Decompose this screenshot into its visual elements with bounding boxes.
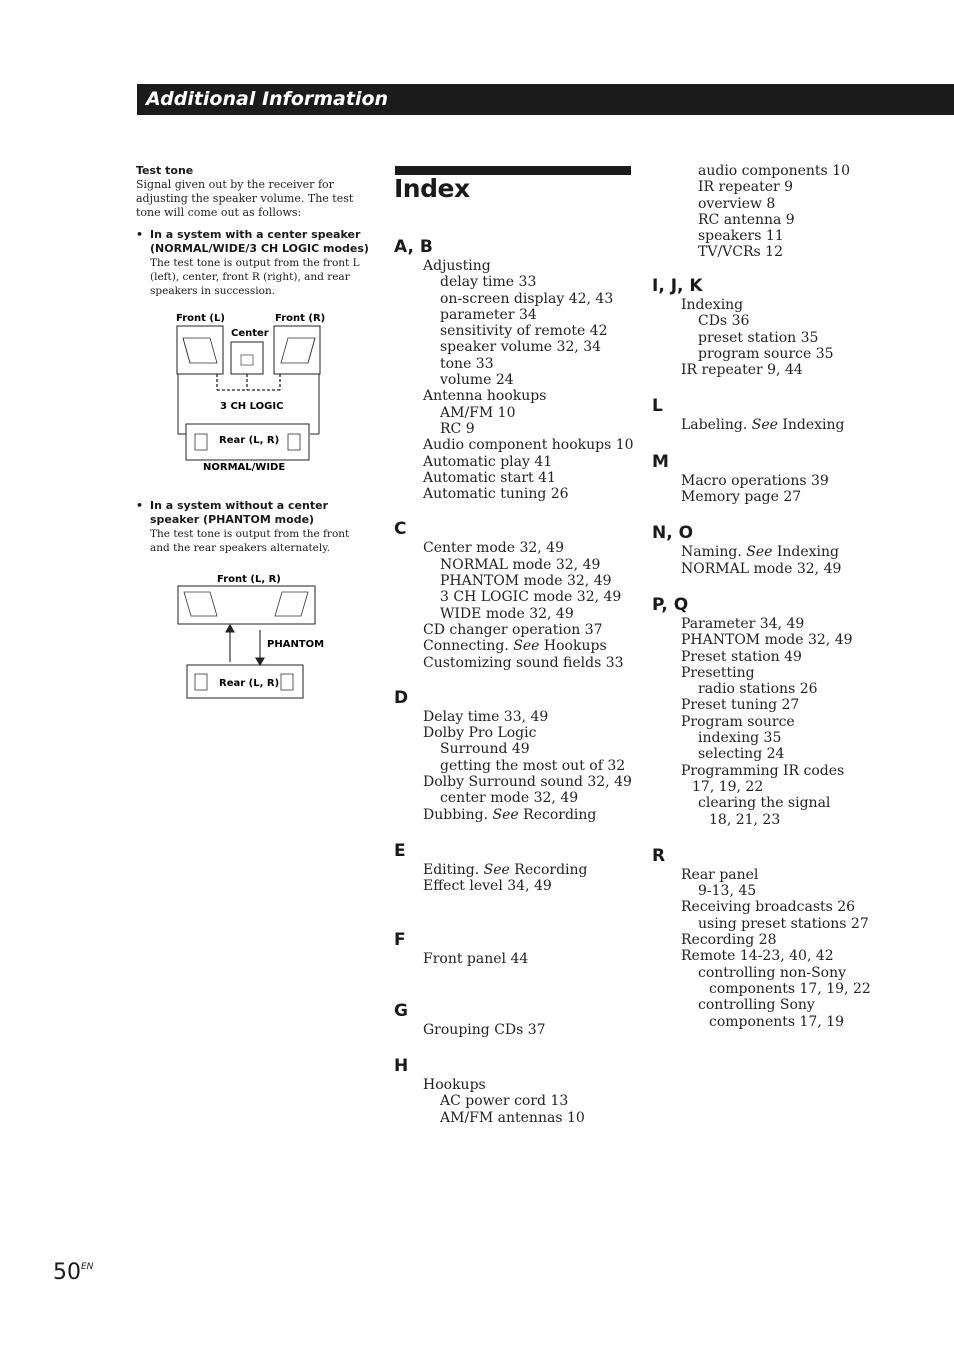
index-title: Index [394,174,470,203]
index-entry: Labeling. See Indexing [681,417,845,434]
front-left-speaker-box [177,326,223,374]
label-front-lr: Front (L, R) [217,574,281,585]
speaker-center-icon [241,355,253,365]
bullet-text: The test tone is output from the front and the rear speakers alternately. [150,528,350,554]
index-column-2 [652,275,902,1030]
index-entry: WIDE mode 32, 49 [440,605,574,622]
index-letter: A, B [394,237,433,257]
index-entry: parameter 34 [440,306,537,323]
index-letter: P, Q [652,594,689,615]
index-entry: Programming IR codes [681,762,845,779]
page-number: $50^{EN}$ [53,1260,94,1285]
index-entry: Presetting [681,664,755,681]
index-entry: Preset station 49 [681,648,802,665]
label-front-r: Front (R) [275,313,326,324]
index-entry: RC 9 [440,420,475,437]
index-entry: CDs 36 [698,313,750,330]
label-phantom: PHANTOM [267,639,325,650]
index-entry: controlling non-Sony [698,964,847,981]
index-letter: L [652,396,663,417]
phantom-arrows [226,625,264,665]
index-section [652,845,902,1030]
index-entry: preset station 35 [698,329,819,346]
index-letter: E [394,840,406,861]
bullet-phantom [136,499,372,555]
bullet-heading: • In a system with a center speaker (NORMAL/WIDE/3 CH LOGIC modes) [136,228,372,256]
index-entry: Automatic start 41 [423,469,556,486]
index-entry: selecting 24 [698,746,785,763]
index-entry: getting the most out of 32 [440,757,626,774]
index-section [652,275,902,378]
index-entry: Memory page 27 [681,489,802,506]
index-entry: PHANTOM mode 32, 49 [440,573,612,590]
bullet-center-speaker [136,228,372,298]
logic-dashed-path [217,374,280,390]
index-entry: Automatic play 41 [423,453,553,470]
speaker-rear-left-icon [195,674,207,690]
index-section [652,451,902,506]
index-entry: Hookups [423,1077,486,1094]
front-right-speaker-box [274,326,320,374]
label-3ch-logic: 3 CH LOGIC [220,401,284,412]
index-entry: Antenna hookups [423,388,547,405]
index-section [652,594,902,828]
index-column-2-continued [652,163,902,261]
label-front-l: Front (L) [176,313,225,324]
index-letter: M [652,451,669,472]
index-letter: R [652,845,666,866]
speaker-diagram-center [170,308,330,478]
index-entry: AM/FM antennas 10 [440,1109,585,1126]
speaker-rear-right-icon [281,674,293,690]
index-section [394,518,644,670]
index-entry: speaker volume 32, 34 [440,339,602,356]
label-rear-lr: Rear (L, R) [219,678,280,689]
index-entry: Editing. See Recording [423,861,588,878]
index-entry: NORMAL mode 32, 49 [681,560,842,577]
index-entry: Naming. See Indexing [681,544,840,561]
index-entry: IR repeater 9 [698,179,794,196]
index-entry: 17, 19, 22 [692,778,764,795]
index-letter: F [394,929,406,950]
index-entry: AC power cord 13 [440,1093,569,1110]
speaker-front-right-icon [275,592,308,616]
index-entry: AM/FM 10 [440,404,516,421]
index-entry: delay time 33 [440,274,537,291]
index-entry: Effect level 34, 49 [423,878,552,895]
index-entry: CD changer operation 37 [423,621,603,638]
index-entry: components 17, 19 [709,1013,845,1030]
index-entry: Program source [681,713,795,730]
index-entry: 18, 21, 23 [709,811,781,828]
speaker-rear-left-icon [195,434,207,450]
index-entry: Rear panel [681,866,759,883]
index-entry: Parameter 34, 49 [681,615,805,632]
page-suffix: EN [81,1262,94,1272]
index-entry: on-screen display 42, 43 [440,290,614,307]
index-entry: 3 CH LOGIC mode 32, 49 [440,589,622,606]
index-entry: PHANTOM mode 32, 49 [681,632,853,649]
label-center: Center [231,328,269,339]
speaker-right-icon [281,338,315,363]
speaker-diagram-phantom [170,570,340,705]
index-entry: clearing the signal [698,795,831,812]
index-entry: Remote 14-23, 40, 42 [681,948,834,965]
index-entry: Front panel 44 [423,950,529,967]
speaker-left-icon [183,338,217,363]
center-speaker-box [231,342,263,374]
index-letter: D [394,687,409,708]
index-entry: speakers 11 [698,228,784,245]
index-entry: Grouping CDs 37 [423,1021,546,1038]
index-section [394,840,644,895]
index-entry: components 17, 19, 22 [709,980,871,997]
index-entry: Dolby Pro Logic [423,725,537,742]
index-section [394,1055,644,1126]
index-entry: Indexing [681,297,744,313]
index-entry: tone 33 [440,355,494,372]
index-entry: Preset tuning 27 [681,697,800,714]
index-entry: Macro operations 39 [681,472,829,489]
index-entry: sensitivity of remote 42 [440,323,608,340]
index-section [394,236,644,502]
section-title: Additional Information [146,88,389,110]
index-entry: controlling Sony [698,997,815,1014]
index-entry: volume 24 [440,372,514,389]
section-header-bar [137,84,954,115]
bullet-heading: • In a system without a center speaker (PHANTOM mode) [136,499,372,527]
index-letter: H [394,1056,409,1077]
index-entry: center mode 32, 49 [440,790,579,807]
speaker-front-left-icon [184,592,217,616]
index-entry: Receiving broadcasts 26 [681,899,856,916]
index-section [394,929,644,967]
index-section [652,522,902,577]
index-entry: Dolby Surround sound 32, 49 [423,774,632,791]
index-entry: program source 35 [698,345,834,362]
index-letter: C [394,519,407,540]
index-entry: radio stations 26 [698,681,818,698]
index-entry: using preset stations 27 [698,915,869,932]
index-section [394,687,644,823]
test-tone-heading: Test tone [136,164,194,177]
index-entry: 9-13, 45 [698,883,757,900]
index-entry: Automatic tuning 26 [423,486,569,503]
index-entry: indexing 35 [698,730,782,747]
index-entry: overview 8 [698,195,776,212]
index-letter: N, O [652,523,694,544]
index-entry: Dubbing. See Recording [423,806,597,823]
bullet-text: The test tone is output from the front L (left), center, front R (right), and rear speakers in succession. [150,257,360,297]
index-entry: NORMAL mode 32, 49 [440,556,601,573]
index-entry: Recording 28 [681,932,777,949]
index-entry: Delay time 33, 49 [423,708,549,725]
index-entry: Customizing sound fields 33 [423,654,624,671]
test-tone-intro: Signal given out by the receiver for adjusting the speaker volume. The test tone will come out as follows: [136,178,354,219]
index-letter: I, J, K [652,276,703,296]
speaker-rear-right-icon [288,434,300,450]
index-entry: Connecting. See Hookups [423,638,607,655]
index-entry: Surround 49 [440,741,530,758]
label-rear: Rear (L, R) [219,435,280,446]
index-section [394,1000,644,1038]
index-column-1 [394,236,644,1126]
label-normal-wide: NORMAL/WIDE [203,462,286,473]
index-entry: IR repeater 9, 44 [681,362,803,379]
index-letter: G [394,1000,408,1021]
index-entry: audio components 10 [698,163,851,179]
index-entry: Center mode 32, 49 [423,540,564,557]
index-entry: RC antenna 9 [698,211,795,228]
index-entry: TV/VCRs 12 [698,244,783,261]
index-entry: Adjusting [423,258,491,274]
index-section [652,395,902,433]
index-entry: Audio component hookups 10 [423,437,634,454]
